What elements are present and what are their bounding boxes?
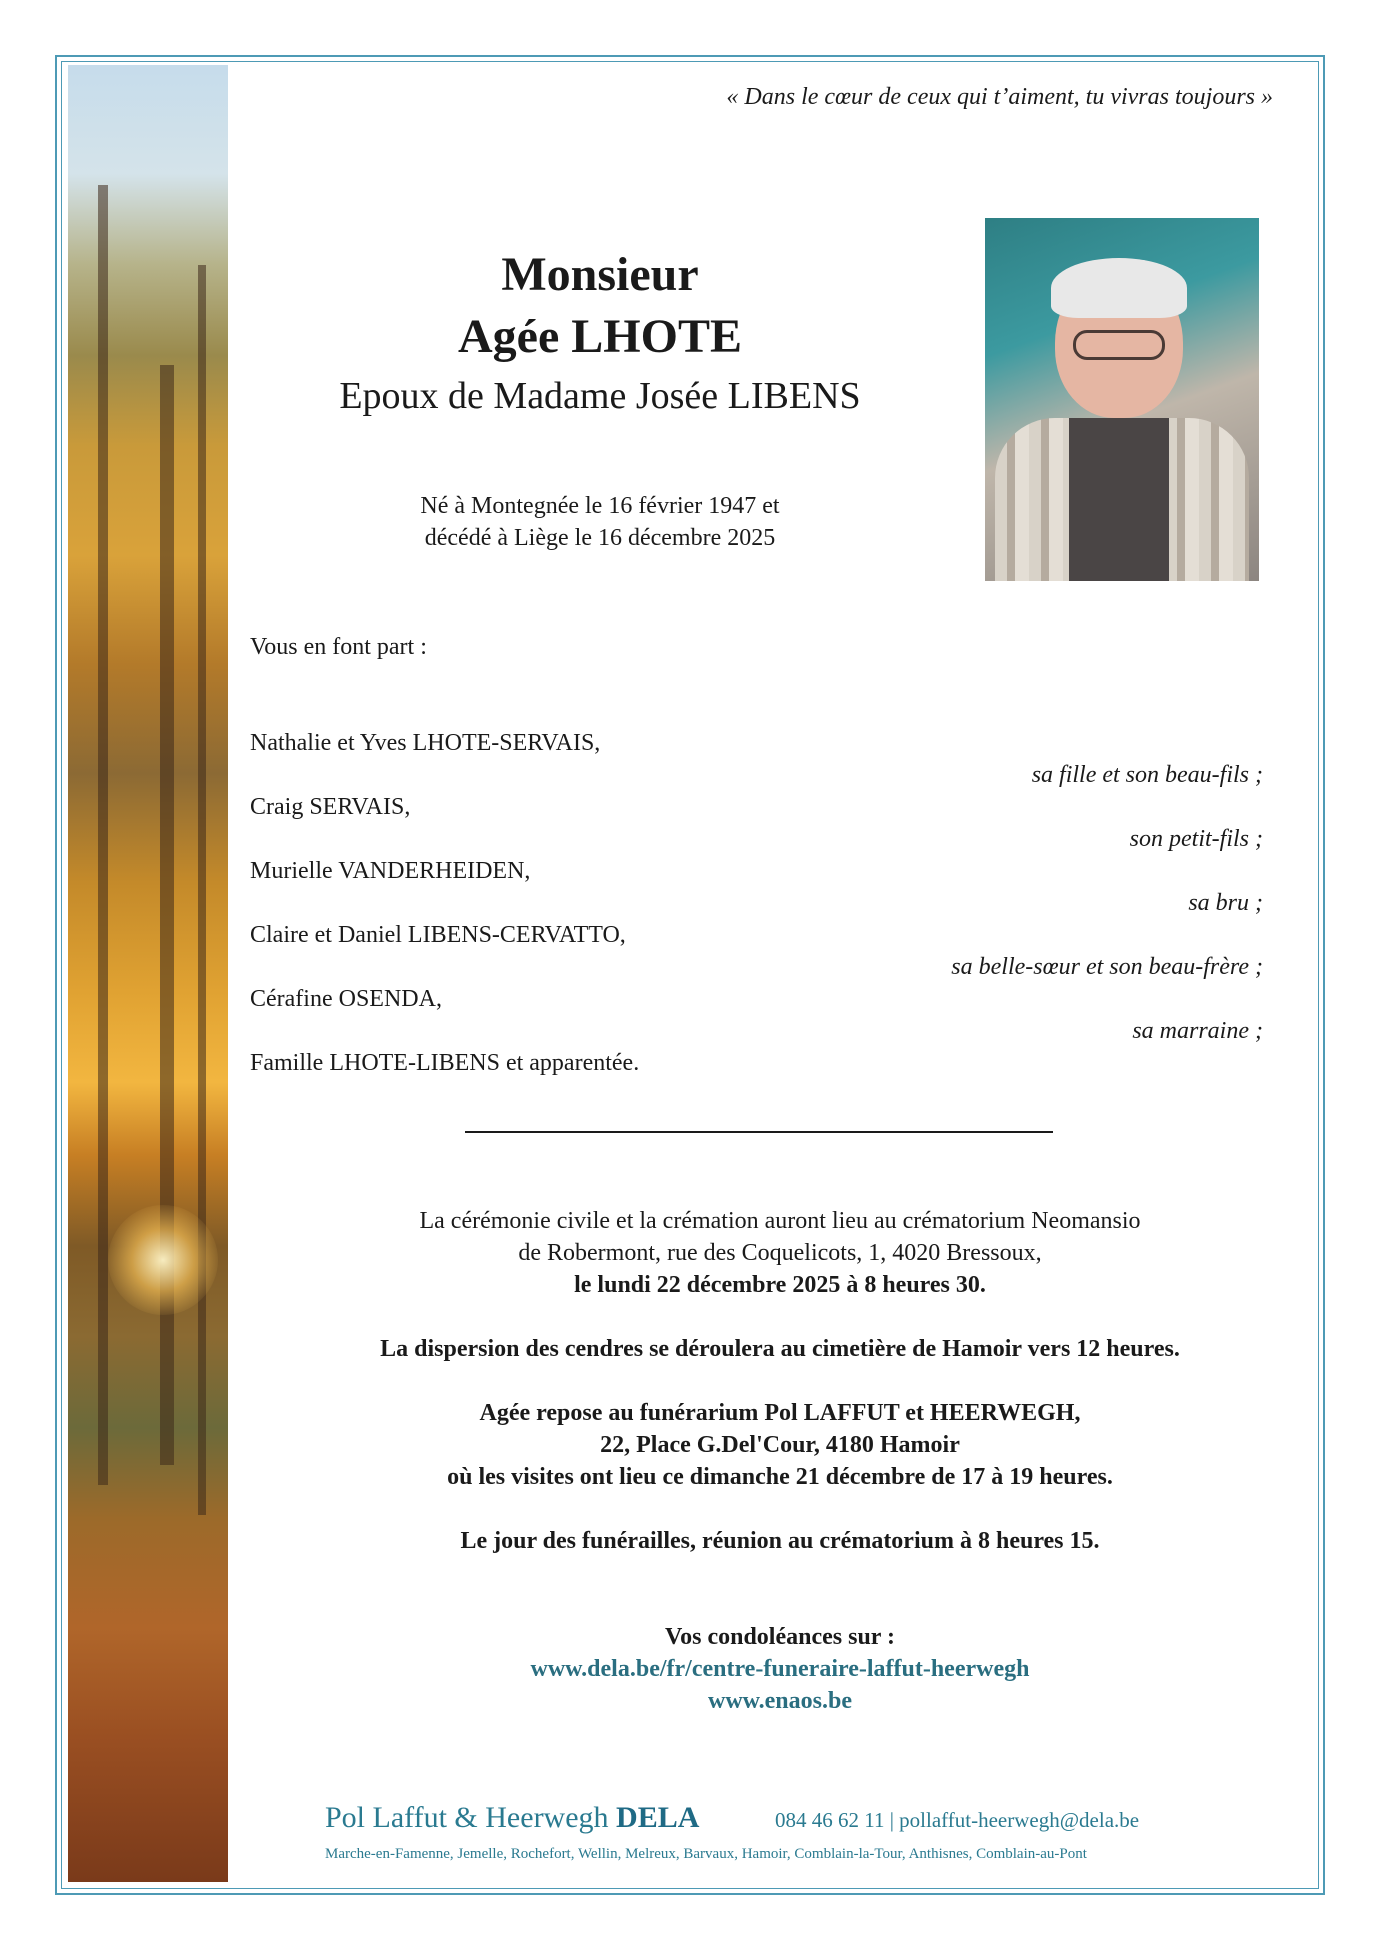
memorial-quote: « Dans le cœur de ceux qui t’aiment, tu vivras toujours » bbox=[726, 84, 1273, 110]
funerarium-line: Agée repose au funérarium Pol LAFFUT et HEERWEGH, bbox=[479, 1400, 1081, 1426]
deceased-portrait bbox=[985, 218, 1259, 581]
funeral-meeting-info: Le jour des funérailles, réunion au crématorium à 8 heures 15. bbox=[460, 1528, 1100, 1554]
family-member-relation: sa fille et son beau-fils ; bbox=[1031, 762, 1263, 788]
condolences-link-dela[interactable]: www.dela.be/fr/centre-funeraire-laffut-heerwegh bbox=[530, 1656, 1030, 1682]
birth-death-info bbox=[240, 490, 960, 554]
family-member-name: Murielle VANDERHEIDEN, bbox=[250, 858, 531, 884]
ashes-dispersion-info: La dispersion des cendres se déroulera au cimetière de Hamoir vers 12 heures. bbox=[380, 1336, 1180, 1362]
family-member-name: Claire et Daniel LIBENS-CERVATTO, bbox=[250, 922, 626, 948]
section-divider bbox=[465, 1131, 1053, 1133]
funeral-home-logo bbox=[325, 1799, 699, 1837]
deceased-spouse: Epoux de Madame Josée LIBENS bbox=[339, 375, 861, 417]
family-member-name: Famille LHOTE-LIBENS et apparentée. bbox=[250, 1050, 640, 1076]
birth-line: Né à Montegnée le 16 février 1947 et bbox=[420, 493, 780, 519]
family-member-relation: sa belle-sœur et son beau-frère ; bbox=[951, 954, 1263, 980]
condolences-heading: Vos condoléances sur : bbox=[664, 1624, 896, 1650]
autumn-forest-image bbox=[68, 65, 228, 1882]
condolences-section bbox=[240, 1621, 1320, 1717]
death-line: décédé à Liège le 16 décembre 2025 bbox=[424, 525, 776, 551]
visiting-hours: où les visites ont lieu ce dimanche 21 décembre de 17 à 19 heures. bbox=[447, 1464, 1113, 1490]
funeral-home-name: Pol Laffut & Heerwegh bbox=[325, 1801, 609, 1834]
deceased-name: Agée LHOTE bbox=[458, 310, 742, 363]
family-member-name: Craig SERVAIS, bbox=[250, 794, 411, 820]
dela-brand-mark: DELA bbox=[616, 1801, 700, 1834]
ceremony-line: de Robermont, rue des Coquelicots, 1, 4020 Bressoux, bbox=[518, 1240, 1042, 1266]
ceremony-info bbox=[240, 1205, 1320, 1301]
family-member-name: Nathalie et Yves LHOTE-SERVAIS, bbox=[250, 730, 601, 756]
family-member-relation: son petit-fils ; bbox=[1129, 826, 1263, 852]
funerarium-info bbox=[240, 1397, 1320, 1493]
ceremony-date: le lundi 22 décembre 2025 à 8 heures 30. bbox=[574, 1272, 986, 1298]
family-member-name: Cérafine OSENDA, bbox=[250, 986, 442, 1012]
announcement-intro: Vous en font part : bbox=[250, 634, 427, 660]
condolences-link-enaos[interactable]: www.enaos.be bbox=[707, 1688, 852, 1714]
funerarium-address: 22, Place G.Del'Cour, 4180 Hamoir bbox=[600, 1432, 960, 1458]
sunburst bbox=[108, 1205, 218, 1315]
family-member-relation: sa bru ; bbox=[1188, 890, 1263, 916]
ceremony-line: La cérémonie civile et la crémation auront lieu au crématorium Neomansio bbox=[419, 1208, 1141, 1234]
funeral-home-locations: Marche-en-Famenne, Jemelle, Rochefort, Wellin, Melreux, Barvaux, Hamoir, Comblain-la-Tour, Anthisnes, Comblain-au-Pont bbox=[325, 1846, 1087, 1862]
family-member-relation: sa marraine ; bbox=[1132, 1018, 1263, 1044]
deceased-title: Monsieur bbox=[501, 248, 699, 301]
funeral-home-contact[interactable]: 084 46 62 11 | pollaffut-heerwegh@dela.be bbox=[775, 1808, 1140, 1832]
